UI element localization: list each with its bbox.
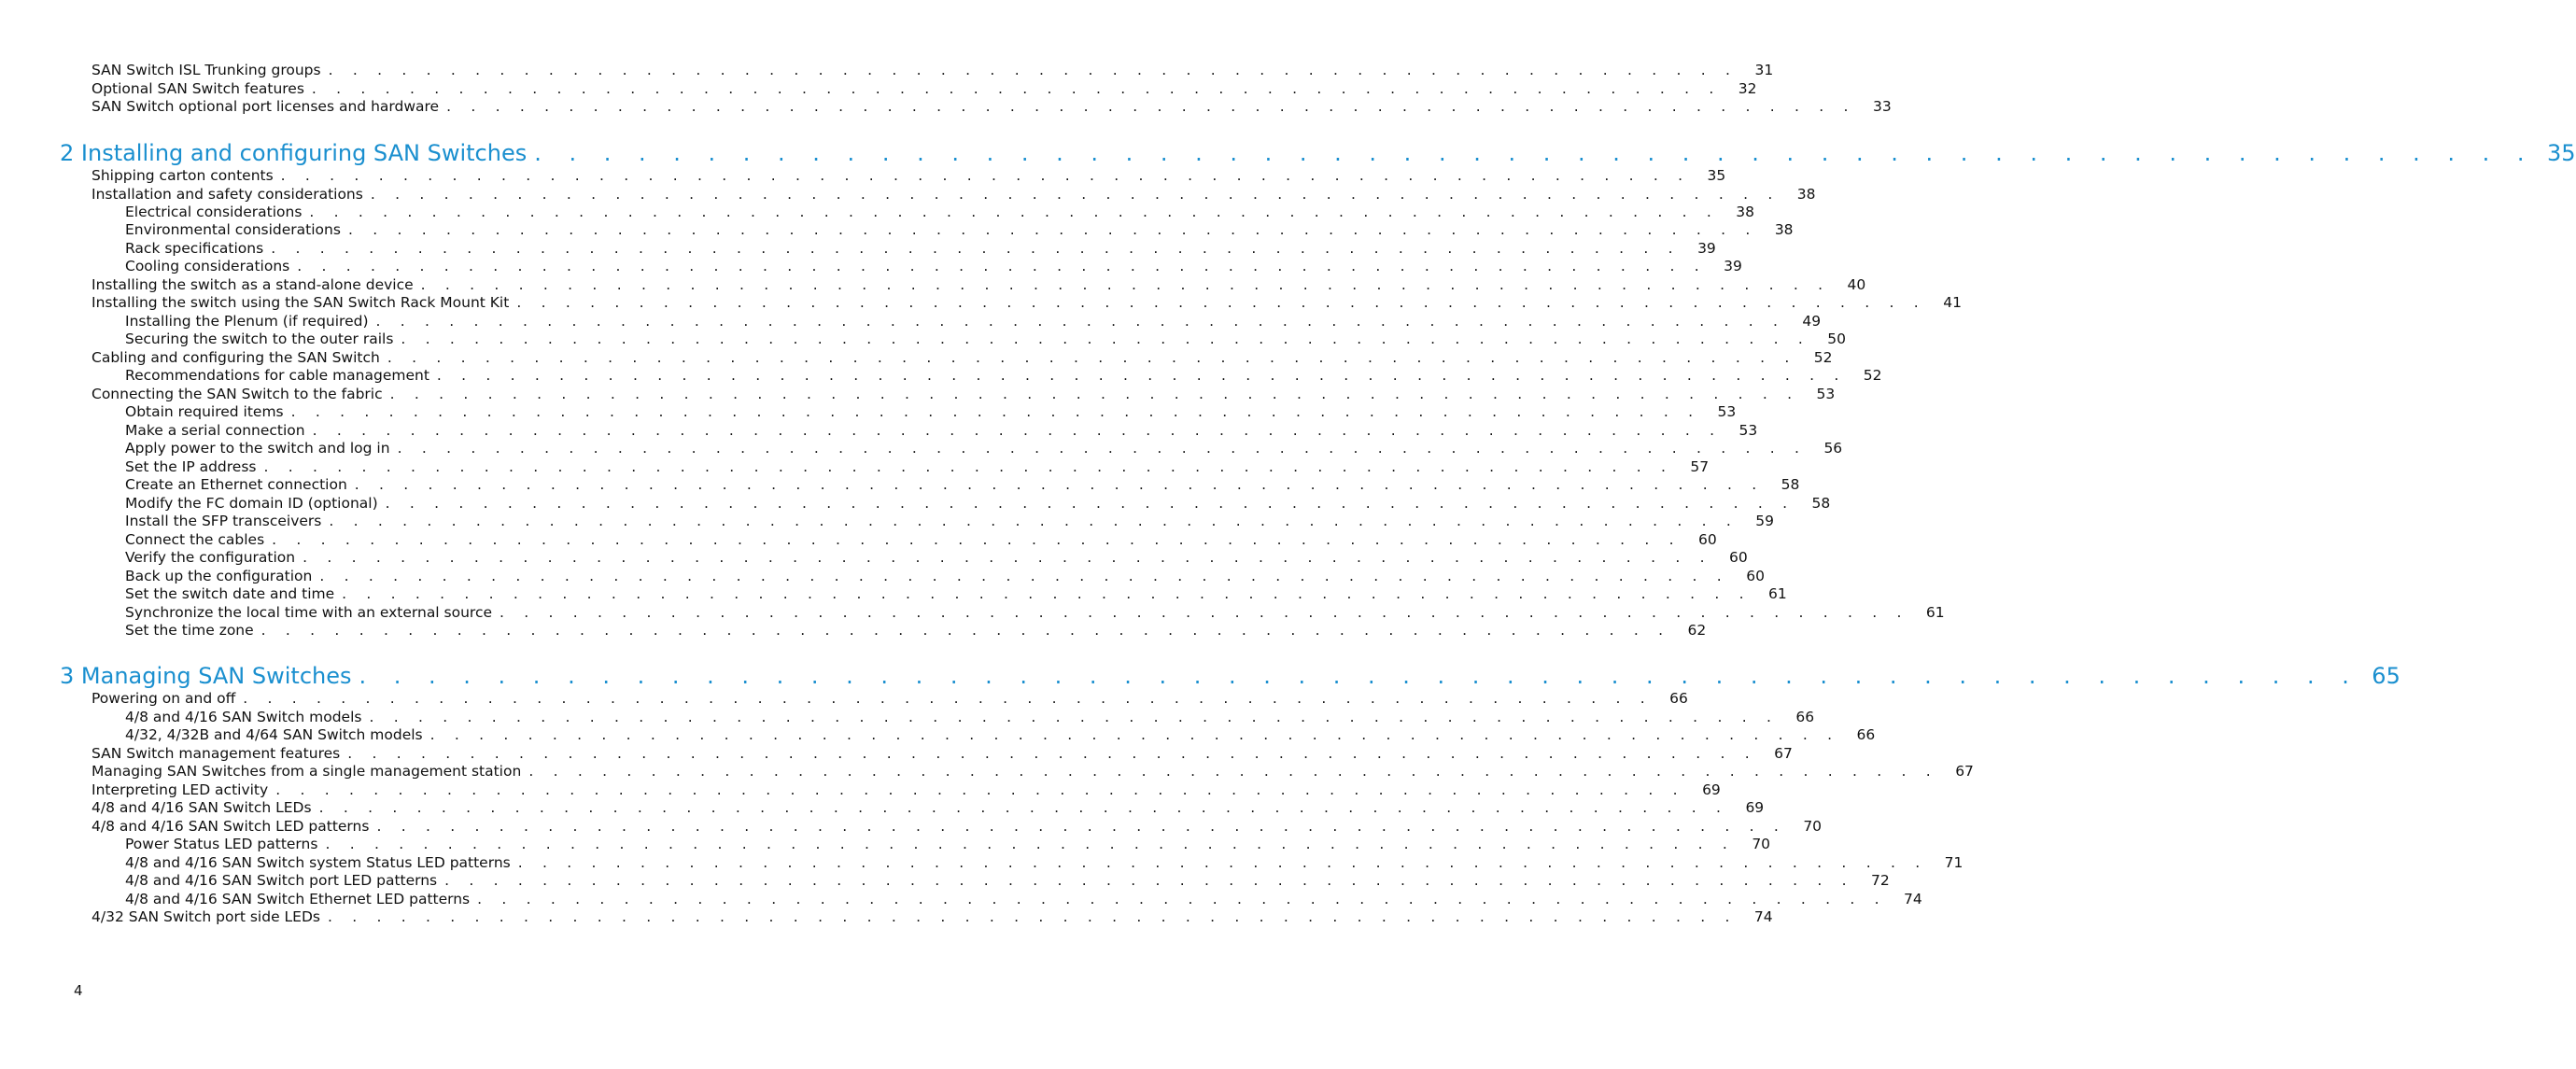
toc-entry[interactable] xyxy=(125,257,1742,275)
toc-entry[interactable] xyxy=(91,907,1773,926)
page-ref: 32 xyxy=(1738,80,1757,97)
toc-entry[interactable] xyxy=(125,548,1748,567)
page-ref: 52 xyxy=(1863,367,1882,384)
page-ref: 71 xyxy=(1944,854,1964,871)
entry-title: 4/32 SAN Switch port side LEDs xyxy=(91,907,328,926)
toc-entry[interactable] xyxy=(125,220,1794,239)
toc-entry[interactable] xyxy=(91,275,1866,294)
entry-title: Set the IP address xyxy=(125,457,263,476)
entry-title: Make a serial connection xyxy=(125,421,313,440)
page-ref: 69 xyxy=(1745,799,1765,816)
page-ref: 72 xyxy=(1871,872,1890,889)
page-ref: 60 xyxy=(1698,531,1717,548)
dot-leader: . . . . . . . . . . . . . . . . . . . . . . . . . . . . . . . . . . . . . . . . . . . . . . . . . . . . . . . . . . xyxy=(446,98,1856,115)
page-ref: 35 xyxy=(2547,140,2576,166)
entry-title: Optional SAN Switch features xyxy=(91,79,312,98)
entry-title: Interpreting LED activity xyxy=(91,781,275,799)
toc-entry[interactable] xyxy=(91,817,1823,836)
page-ref: 69 xyxy=(1702,781,1721,798)
toc-entry[interactable] xyxy=(125,725,1876,744)
toc-entry[interactable] xyxy=(125,475,1800,494)
entry-title: 4/8 and 4/16 SAN Switch Ethernet LED patterns xyxy=(125,890,477,908)
dot-leader: . . . . . . . . . . . . . . . . . . . . . . . . . . . . . . . . . . . . . . . . . . . . . . . . . . . . . . . . . . xyxy=(347,221,1758,238)
dot-leader: . . . . . . . . . . . . . . . . . . . . . . . . . . . . . . . . . . . . . . . . . . . . . . . . . . . . . . . . . . xyxy=(347,745,1757,762)
toc-entry[interactable] xyxy=(125,835,1771,853)
toc-entry[interactable] xyxy=(125,330,1847,348)
dot-leader: . . . . . . . . . . . . . . . . . . . . . . . . . . . . . . . . . . . . . . . . . . . . . . . . . . . . . . . . . . xyxy=(369,709,1780,725)
entry-title: Environmental considerations xyxy=(125,220,348,239)
page-ref: 58 xyxy=(1781,476,1800,493)
page-ref: 66 xyxy=(1795,709,1815,725)
toc-entry[interactable] xyxy=(125,457,1710,476)
page-ref: 53 xyxy=(1738,422,1758,439)
toc-entry[interactable] xyxy=(91,689,1688,708)
page-ref: 50 xyxy=(1827,331,1847,347)
page-ref: 61 xyxy=(1768,585,1787,602)
toc-entry[interactable] xyxy=(125,567,1765,585)
dot-leader: . . . . . . . . . . . . . . . . . . . . . . . . . . . . . . . . . . . . . . . . . . . . . . . . . . . . . . . . . . xyxy=(376,818,1787,835)
toc-entry[interactable] xyxy=(91,385,1836,403)
page-ref: 35 xyxy=(1707,167,1726,184)
entry-title: 4/8 and 4/16 SAN Switch system Status LED patterns xyxy=(125,853,518,872)
page-ref: 74 xyxy=(1753,908,1773,925)
toc-entry[interactable] xyxy=(125,366,1882,385)
entry-title: Installation and safety considerations xyxy=(91,185,371,204)
dot-leader: . . . . . . . . . . . . . . . . . . . . . . . . . . . . . . . . . . . . . . . . . . . . . . . . . . . . . . . . . . xyxy=(327,908,1738,925)
entry-title: Obtain required items xyxy=(125,402,291,421)
toc-entry[interactable] xyxy=(125,402,1737,421)
dot-leader: . . . . . . . . . . . . . . . . . . . . . . . . . . . . . . . . . . . . . . . . . . . . . . . . . . . . . . . . . . xyxy=(420,276,1831,293)
page-ref: 38 xyxy=(1796,186,1816,203)
page-ref: 60 xyxy=(1746,568,1765,584)
entry-title: Power Status LED patterns xyxy=(125,835,325,853)
toc-entry[interactable] xyxy=(91,762,1974,781)
page-ref: 52 xyxy=(1813,349,1833,366)
dot-leader: . . . . . . . . . . . . . . . . . . . . . . . . . . . . . . . . . . . . . . . . . . . . . . . . . . . . . . . . . . xyxy=(271,240,1681,257)
dot-leader: . . . . . . . . . . . . . . . . . . . . . . . . . . . . . . . . . . . . . . . . . . . . . . . . . . . . . . . . . . xyxy=(429,726,1840,743)
entry-title: Installing the switch as a stand-alone device xyxy=(91,275,421,294)
toc-entry[interactable] xyxy=(91,293,1962,312)
dot-leader: . . . . . . . . . . . . . . . . . . . . . . . . . . . . . . . . . . . . . . . . . . . . . . . . . . . . . . . . . . xyxy=(444,872,1854,889)
dot-leader: . . . . . . . . . . . . . . . . . . . . . . . . . . . . . . . . . . . . . . . . . . . . . . . . . . . . . . . . . . xyxy=(312,422,1723,439)
dot-leader: . . . . . . . . . . . . . . . . . . . . . . . . . . . . . . . . . . . . . . . . . . . . . . . . . . . . . . . . . . xyxy=(311,80,1722,97)
entry-title: Installing the switch using the SAN Switch Rack Mount Kit xyxy=(91,293,516,312)
entry-title: Recommendations for cable management xyxy=(125,366,437,385)
toc-entry[interactable] xyxy=(125,512,1774,530)
page-ref: 66 xyxy=(1669,690,1688,707)
entry-title: 4/8 and 4/16 SAN Switch LEDs xyxy=(91,798,319,817)
entry-title: Verify the configuration xyxy=(125,548,303,567)
dot-leader: . . . . . . . . . . . . . . . . . . . . . . . . . . . . . . . . . . . . . . . . . . . . . . . . . . . . . . . . . . xyxy=(280,167,1691,184)
dot-leader: . . . . . . . . . . . . . . . . . . . . . . . . . . . . . . . . . . . . . . . . . . . . . . . . . . . . . . . . . . xyxy=(319,568,1729,584)
toc-entry[interactable] xyxy=(91,61,1774,79)
toc-entry[interactable] xyxy=(91,744,1793,763)
entry-title: Connect the cables xyxy=(125,530,272,549)
page-ref: 66 xyxy=(1856,726,1876,743)
dot-leader: . . . . . . . . . . . . . . . . . . . . . . . . . . . . . . . . . . . . . . . . . . . . . . . . . . . . . . . . . . xyxy=(397,440,1808,457)
page-ref: 56 xyxy=(1823,440,1843,457)
page-ref: 67 xyxy=(1955,763,1974,780)
entry-title: Securing the switch to the outer rails xyxy=(125,330,401,348)
page-ref: 70 xyxy=(1752,836,1771,852)
entry-title: Powering on and off xyxy=(91,689,243,708)
page-ref: 49 xyxy=(1802,313,1822,330)
dot-leader: . . . . . . . . . . . . . . . . . . . . . . . . . . . . . . . . . . . . . . . . . . . . . . . . . . . . . . . . . . xyxy=(534,140,2535,166)
toc-entry[interactable] xyxy=(91,348,1833,367)
chapter-title: 2 Installing and configuring SAN Switches xyxy=(60,138,534,168)
entry-title: Install the SFP transceivers xyxy=(125,512,329,530)
dot-leader: . . . . . . . . . . . . . . . . . . . . . . . . . . . . . . . . . . . . . . . . . . . . . . . . . . . . . . . . . . xyxy=(263,458,1674,475)
toc-entry[interactable] xyxy=(91,185,1816,204)
dot-leader: . . . . . . . . . . . . . . . . . . . . . . . . . . . . . . . . . . . . . . . . . . . . . . . . . . . . . . . . . . xyxy=(359,663,2359,689)
dot-leader: . . . . . . . . . . . . . . . . . . . . . . . . . . . . . . . . . . . . . . . . . . . . . . . . . . . . . . . . . . xyxy=(401,331,1811,347)
entry-title: 4/8 and 4/16 SAN Switch port LED patterns xyxy=(125,871,444,890)
page-ref: 41 xyxy=(1943,294,1962,311)
toc-entry[interactable] xyxy=(91,781,1721,799)
toc-entry[interactable] xyxy=(91,798,1765,817)
page-ref: 58 xyxy=(1811,495,1831,512)
toc-entry[interactable] xyxy=(125,439,1843,457)
toc-entry[interactable] xyxy=(125,239,1716,258)
dot-leader: . . . . . . . . . . . . . . . . . . . . . . . . . . . . . . . . . . . . . . . . . . . . . . . . . . . . . . . . . . xyxy=(389,386,1800,402)
page-ref: 40 xyxy=(1847,276,1866,293)
dot-leader: . . . . . . . . . . . . . . . . . . . . . . . . . . . . . . . . . . . . . . . . . . . . . . . . . . . . . . . . . . xyxy=(436,367,1847,384)
toc-entry[interactable] xyxy=(125,584,1787,603)
chapter-title: 3 Managing SAN Switches xyxy=(60,661,359,691)
dot-leader: . . . . . . . . . . . . . . . . . . . . . . . . . . . . . . . . . . . . . . . . . . . . . . . . . . . . . . . . . . xyxy=(297,258,1707,274)
entry-title: 4/8 and 4/16 SAN Switch models xyxy=(125,708,369,726)
page-ref: 60 xyxy=(1728,549,1748,566)
page-ref: 53 xyxy=(1717,403,1737,420)
toc-entry[interactable] xyxy=(91,97,1892,116)
dot-leader: . . . . . . . . . . . . . . . . . . . . . . . . . . . . . . . . . . . . . . . . . . . . . . . . . . . . . . . . . . xyxy=(500,604,1909,621)
dot-leader: . . . . . . . . . . . . . . . . . . . . . . . . . . . . . . . . . . . . . . . . . . . . . . . . . . . . . . . . . . xyxy=(260,622,1671,639)
toc-entry[interactable] xyxy=(125,890,1922,908)
dot-leader: . . . . . . . . . . . . . . . . . . . . . . . . . . . . . . . . . . . . . . . . . . . . . . . . . . . . . . . . . . xyxy=(290,403,1701,420)
toc-entry[interactable] xyxy=(125,494,1831,513)
entry-title: Cabling and configuring the SAN Switch xyxy=(91,348,387,367)
dot-leader: . . . . . . . . . . . . . . . . . . . . . . . . . . . . . . . . . . . . . . . . . . . . . . . . . . . . . . . . . . xyxy=(370,186,1781,203)
dot-leader: . . . . . . . . . . . . . . . . . . . . . . . . . . . . . . . . . . . . . . . . . . . . . . . . . . . . . . . . . . xyxy=(387,349,1797,366)
toc-entry[interactable] xyxy=(125,203,1754,221)
entry-title: Create an Ethernet connection xyxy=(125,475,355,494)
toc-entry[interactable] xyxy=(125,421,1758,440)
entry-title: SAN Switch management features xyxy=(91,744,347,763)
entry-title: 4/32, 4/32B and 4/64 SAN Switch models xyxy=(125,725,430,744)
toc-entry[interactable] xyxy=(125,530,1717,549)
entry-title: SAN Switch optional port licenses and hardware xyxy=(91,97,446,116)
page-ref: 62 xyxy=(1687,622,1707,639)
dot-leader: . . . . . . . . . . . . . . . . . . . . . . . . . . . . . . . . . . . . . . . . . . . . . . . . . . . . . . . . . . xyxy=(329,513,1738,529)
page-ref: 38 xyxy=(1736,204,1754,220)
toc-entry[interactable] xyxy=(125,603,1945,622)
toc-entry[interactable] xyxy=(125,312,1822,331)
dot-leader: . . . . . . . . . . . . . . . . . . . . . . . . . . . . . . . . . . . . . . . . . . . . . . . . . . . . . . . . . . xyxy=(528,763,1938,780)
page-ref: 39 xyxy=(1724,258,1742,274)
entry-title: Shipping carton contents xyxy=(91,166,281,185)
page-ref: 74 xyxy=(1904,891,1922,907)
toc-entry[interactable] xyxy=(91,166,1726,185)
dot-leader: . . . . . . . . . . . . . . . . . . . . . . . . . . . . . . . . . . . . . . . . . . . . . . . . . . . . . . . . . . xyxy=(243,690,1653,707)
page-ref: 65 xyxy=(2372,663,2400,689)
dot-leader: . . . . . . . . . . . . . . . . . . . . . . . . . . . . . . . . . . . . . . . . . . . . . . . . . . . . . . . . . . xyxy=(516,294,1926,311)
page-ref: 70 xyxy=(1803,818,1823,835)
toc-chapter-heading[interactable] xyxy=(60,138,2576,168)
entry-title: Set the time zone xyxy=(125,621,261,640)
dot-leader: . . . . . . . . . . . . . . . . . . . . . . . . . . . . . . . . . . . . . . . . . . . . . . . . . . . . . . . . . . xyxy=(325,836,1736,852)
dot-leader: . . . . . . . . . . . . . . . . . . . . . . . . . . . . . . . . . . . . . . . . . . . . . . . . . . . . . . . . . . xyxy=(517,854,1928,871)
dot-leader: . . . . . . . . . . . . . . . . . . . . . . . . . . . . . . . . . . . . . . . . . . . . . . . . . . . . . . . . . . xyxy=(328,62,1738,78)
toc-chapter-heading[interactable] xyxy=(60,661,2400,691)
page-ref: 31 xyxy=(1754,62,1774,78)
toc-entry[interactable] xyxy=(125,853,1964,872)
page-ref: 53 xyxy=(1816,386,1836,402)
dot-leader: . . . . . . . . . . . . . . . . . . . . . . . . . . . . . . . . . . . . . . . . . . . . . . . . . . . . . . . . . . xyxy=(272,531,1682,548)
page-ref: 33 xyxy=(1872,98,1892,115)
page-number: 4 xyxy=(74,982,83,999)
dot-leader: . . . . . . . . . . . . . . . . . . . . . . . . . . . . . . . . . . . . . . . . . . . . . . . . . . . . . . . . . . xyxy=(303,549,1712,566)
dot-leader: . . . . . . . . . . . . . . . . . . . . . . . . . . . . . . . . . . . . . . . . . . . . . . . . . . . . . . . . . . xyxy=(354,476,1765,493)
page-ref: 61 xyxy=(1925,604,1945,621)
entry-title: Connecting the SAN Switch to the fabric xyxy=(91,385,390,403)
page-ref: 67 xyxy=(1774,745,1793,762)
toc-entry[interactable] xyxy=(125,621,1707,640)
page-ref: 59 xyxy=(1755,513,1774,529)
entry-title: Rack specifications xyxy=(125,239,271,258)
entry-title: Back up the configuration xyxy=(125,567,319,585)
entry-title: Apply power to the switch and log in xyxy=(125,439,398,457)
entry-title: 4/8 and 4/16 SAN Switch LED patterns xyxy=(91,817,376,836)
entry-title: SAN Switch ISL Trunking groups xyxy=(91,61,329,79)
entry-title: Installing the Plenum (if required) xyxy=(125,312,376,331)
toc-entry[interactable] xyxy=(125,708,1815,726)
dot-leader: . . . . . . . . . . . . . . . . . . . . . . . . . . . . . . . . . . . . . . . . . . . . . . . . . . . . . . . . . . xyxy=(375,313,1786,330)
entry-title: Synchronize the local time with an external source xyxy=(125,603,500,622)
dot-leader: . . . . . . . . . . . . . . . . . . . . . . . . . . . . . . . . . . . . . . . . . . . . . . . . . . . . . . . . . . xyxy=(309,204,1719,220)
entry-title: Set the switch date and time xyxy=(125,584,342,603)
page-ref: 57 xyxy=(1690,458,1710,475)
dot-leader: . . . . . . . . . . . . . . . . . . . . . . . . . . . . . . . . . . . . . . . . . . . . . . . . . . . . . . . . . . xyxy=(477,891,1887,907)
entry-title: Modify the FC domain ID (optional) xyxy=(125,494,386,513)
toc-entry[interactable] xyxy=(91,79,1757,98)
page-ref: 38 xyxy=(1774,221,1794,238)
toc-entry[interactable] xyxy=(125,871,1890,890)
entry-title: Managing SAN Switches from a single management station xyxy=(91,762,528,781)
entry-title: Cooling considerations xyxy=(125,257,297,275)
dot-leader: . . . . . . . . . . . . . . . . . . . . . . . . . . . . . . . . . . . . . . . . . . . . . . . . . . . . . . . . . . xyxy=(342,585,1752,602)
dot-leader: . . . . . . . . . . . . . . . . . . . . . . . . . . . . . . . . . . . . . . . . . . . . . . . . . . . . . . . . . . xyxy=(275,781,1685,798)
entry-title: Electrical considerations xyxy=(125,203,309,221)
dot-leader: . . . . . . . . . . . . . . . . . . . . . . . . . . . . . . . . . . . . . . . . . . . . . . . . . . . . . . . . . . xyxy=(318,799,1729,816)
page-ref: 39 xyxy=(1697,240,1716,257)
dot-leader: . . . . . . . . . . . . . . . . . . . . . . . . . . . . . . . . . . . . . . . . . . . . . . . . . . . . . . . . . . xyxy=(385,495,1795,512)
